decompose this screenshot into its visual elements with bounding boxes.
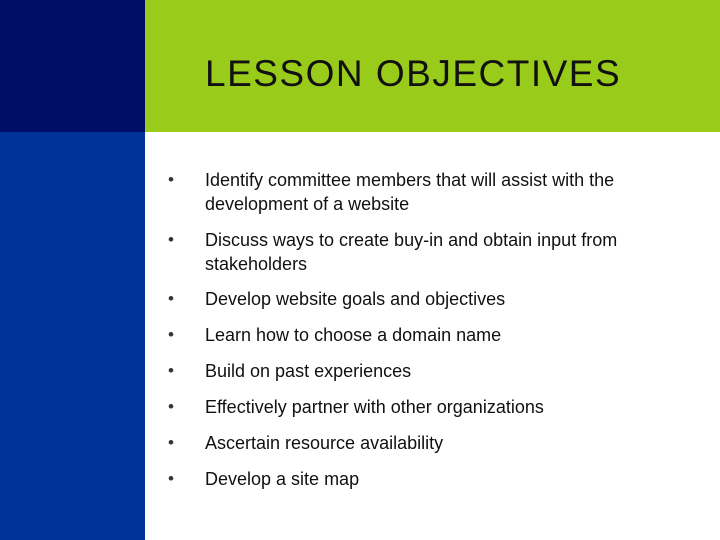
navy-corner-block [0,0,145,132]
objective-text: Discuss ways to create buy-in and obtain input from stakeholders [205,230,618,274]
objective-text: Identify committee members that will assist with the development of a website [205,170,615,214]
objective-text: Learn how to choose a domain name [205,325,502,345]
objective-text: Develop a site map [205,469,360,489]
objective-text: Effectively partner with other organizations [205,397,544,417]
objective-text: Ascertain resource availability [205,433,444,453]
bullet-icon: • [168,469,174,488]
objective-text: Develop website goals and objectives [205,289,506,309]
bullet-icon: • [168,433,174,452]
blue-sidebar [0,132,145,540]
slide-title: LESSON OBJECTIVES [205,53,622,94]
bullet-icon: • [168,397,174,416]
bullet-icon: • [168,325,174,344]
objective-text: Build on past experiences [205,361,412,381]
bullet-icon: • [168,170,174,189]
bullet-icon: • [168,289,174,308]
slide-content [145,132,720,540]
bullet-icon: • [168,230,174,249]
bullet-icon: • [168,361,174,380]
